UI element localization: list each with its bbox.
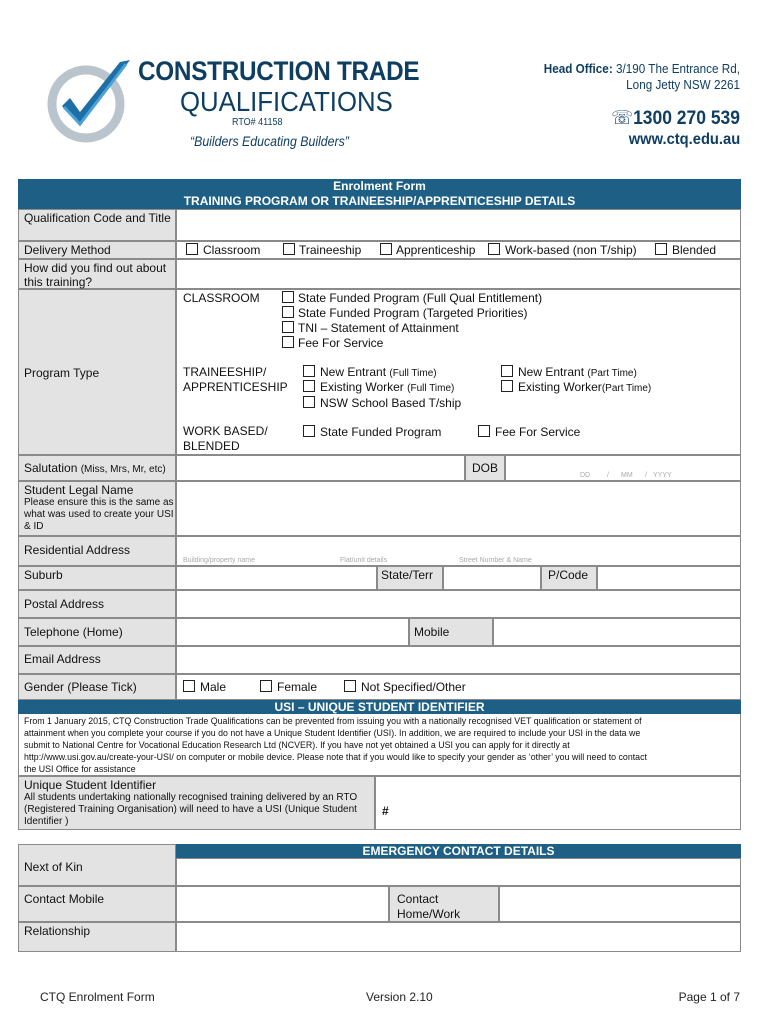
contact-mobile-input[interactable] [176,886,389,922]
delivery-traineeship-checkbox[interactable] [283,243,295,255]
salutation-label [24,461,166,477]
classroom-option-2: State Funded Program (Targeted Priorities) [298,306,528,320]
dob-label: DOB [472,461,499,475]
hint-flat: Flat/unit details [340,557,388,564]
classroom-group-label: CLASSROOM [183,291,260,305]
postcode-label: P/Code [548,568,589,582]
phone-icon: ☏ [611,108,634,129]
qualification-input[interactable] [176,209,741,241]
work-based-fee-label: Fee For Service [495,425,581,439]
classroom-state-funded-targeted-checkbox[interactable] [282,306,294,318]
salutation-input[interactable] [176,455,465,481]
classroom-tni-checkbox[interactable] [282,321,294,333]
suburb-input[interactable] [176,566,377,590]
delivery-traineeship-label: Traineeship [299,243,362,257]
classroom-option-1: State Funded Program (Full Qual Entitlement) [298,291,543,305]
tagline: “Builders Educating Builders” [190,133,349,149]
phone-text: 1300 270 539 [633,108,740,129]
find-out-label: How did you find out about this training? [24,261,167,289]
new-entrant-pt-checkbox[interactable] [501,365,513,377]
legal-name-note-3: & ID [24,521,44,532]
usi-section-header: USI – UNIQUE STUDENT IDENTIFIER [18,700,741,714]
delivery-blended-checkbox[interactable] [655,243,667,255]
gender-female-checkbox[interactable] [260,680,272,692]
usi-paragraph-line2: attainment when you complete your course if you do not have a Unique Student Identifier (USI). In addition, we are required to include your USI in the data we [24,728,641,738]
relationship-input[interactable] [176,922,741,952]
work-based-fee-checkbox[interactable] [478,425,490,437]
residential-label: Residential Address [24,543,131,557]
dob-yyyy-hint: YYYY [653,472,672,479]
brand-name-line2: QUALIFICATIONS [180,86,393,117]
suburb-label: Suburb [24,568,63,582]
mobile-label: Mobile [414,625,450,639]
find-out-input[interactable] [176,259,741,289]
program-type-label: Program Type [24,366,100,380]
legal-name-label: Student Legal Name [24,483,134,497]
existing-worker-ft-text: Existing Worker [320,380,404,394]
training-section-header: TRAINING PROGRAM OR TRAINEESHIP/APPRENTICESHIP DETAILS [18,194,741,209]
salutation-label-text: Salutation [24,461,78,475]
delivery-blended-label: Blended [672,243,717,257]
gender-male-checkbox[interactable] [183,680,195,692]
footer-page-number: Page 1 of 7 [678,990,740,1004]
legal-name-input[interactable] [176,481,741,536]
traineeship-group-label-2: APPRENTICESHIP [183,380,288,394]
gender-other-checkbox[interactable] [344,680,356,692]
state-label: State/Terr [381,568,434,582]
usi-note-2: (Registered Training Organisation) will need to have a USI (Unique Student [24,804,357,815]
dob-sep-1: / [607,472,609,479]
postcode-input[interactable] [597,566,741,590]
next-of-kin-label: Next of Kin [24,860,83,874]
website-link[interactable]: www.ctq.edu.au [628,131,740,148]
delivery-apprenticeship-label: Apprenticeship [396,243,476,257]
head-office-line1: 3/190 The Entrance Rd, [615,61,740,76]
dob-mm-hint: MM [621,472,633,479]
nsw-school-label: NSW School Based T/ship [320,396,462,410]
delivery-workbased-label: Work-based (non T/ship) [505,243,637,257]
delivery-label: Delivery Method [24,243,111,257]
part-time-text-2: (Part Time) [601,383,652,394]
phone-number [611,107,740,130]
legal-name-note-1: Please ensure this is the same as [24,497,174,508]
dob-sep-2: / [645,472,647,479]
full-time-text-2: (Full Time) [407,383,455,394]
new-entrant-ft-label [320,365,437,381]
mobile-input[interactable] [493,618,741,646]
work-based-group-label-1: WORK BASED/ [183,424,268,438]
form-title-band: Enrolment Form [18,179,741,194]
existing-worker-pt-text: Existing Worker [518,380,602,394]
delivery-classroom-checkbox[interactable] [186,243,198,255]
classroom-state-funded-full-checkbox[interactable] [282,291,294,303]
ctq-logo-checkmark-icon [40,52,140,152]
footer-version: Version 2.10 [366,990,433,1004]
contact-home-label-2: Home/Work [397,907,461,921]
email-input[interactable] [176,646,741,674]
contact-mobile-label: Contact Mobile [24,892,105,906]
classroom-option-4: Fee For Service [298,336,384,350]
usi-note-1: All students undertaking nationally recognised training delivered by an RTO [24,792,358,803]
usi-paragraph-line3: submit to National Centre for Vocational Education Research Ltd (NCVER). If you have not yet obtained a USI you can apply for it directly at [24,740,570,750]
usi-input[interactable] [375,776,741,830]
classroom-option-3: TNI – Statement of Attainment [298,321,459,335]
new-entrant-pt-text: New Entrant [518,365,585,379]
contact-home-input[interactable] [499,886,741,922]
usi-spacer [18,830,741,844]
postal-label: Postal Address [24,597,105,611]
work-based-state-funded-label: State Funded Program [320,425,442,439]
gender-female-label: Female [277,680,318,694]
delivery-workbased-checkbox[interactable] [488,243,500,255]
existing-worker-pt-checkbox[interactable] [501,380,513,392]
full-time-text: (Full Time) [389,368,437,379]
nsw-school-checkbox[interactable] [303,396,315,408]
qualification-label: Qualification Code and Title [24,211,171,225]
dob-dd-hint: DD [580,472,591,479]
email-label: Email Address [24,652,101,666]
footer-form-name: CTQ Enrolment Form [40,990,155,1004]
usi-label: Unique Student Identifier [24,778,157,792]
usi-paragraph-line4: http://www.usi.gov.au/create-your-USI/ on computer or mobile device. Please note that if you would like to specify your gender as ‘other’ you will need to contact [24,752,647,762]
hint-building: Building/property name [183,557,255,564]
telephone-label: Telephone (Home) [24,625,123,639]
gender-male-label: Male [200,680,227,694]
existing-worker-ft-checkbox[interactable] [303,380,315,392]
new-entrant-pt-label [518,365,637,381]
telephone-input[interactable] [176,618,409,646]
contact-home-label-1: Contact [397,892,439,906]
part-time-text: (Part Time) [587,368,637,379]
classroom-fee-checkbox[interactable] [282,336,294,348]
work-based-group-label-2: BLENDED [183,439,240,453]
usi-hash: # [382,804,389,818]
emergency-section-header: EMERGENCY CONTACT DETAILS [176,844,741,858]
usi-note-3: Identifier ) [24,816,69,827]
postal-input[interactable] [176,590,741,618]
delivery-classroom-label: Classroom [203,243,261,257]
legal-name-note-2: what was used to create your USI [24,509,174,520]
state-input[interactable] [443,566,541,590]
new-entrant-ft-checkbox[interactable] [303,365,315,377]
salutation-hint: (Miss, Mrs, Mr, etc) [80,464,166,475]
new-entrant-ft-text: New Entrant [320,365,387,379]
relationship-label: Relationship [24,924,91,938]
existing-worker-ft-label [320,380,454,396]
brand-name-line1: CONSTRUCTION TRADE [138,56,420,86]
gender-other-label: Not Specified/Other [361,680,466,694]
traineeship-group-label-1: TRAINEESHIP/ [183,365,267,379]
head-office-line2: Long Jetty NSW 2261 [626,77,740,92]
head-office-label: Head Office: [543,61,613,76]
next-of-kin-input[interactable] [176,858,741,886]
head-office-address [544,61,740,93]
existing-worker-pt-label [518,380,651,396]
usi-paragraph-line1: From 1 January 2015, CTQ Construction Trade Qualifications can be prevented from issuing you with a nationally recognised VET qualification or statement of [24,716,642,726]
work-based-state-funded-checkbox[interactable] [303,425,315,437]
hint-street: Street Number & Name [459,557,532,564]
rto-number: RTO# 41158 [232,117,283,128]
usi-paragraph-line5: the USI Office for assistance [24,764,136,774]
delivery-apprenticeship-checkbox[interactable] [380,243,392,255]
gender-label: Gender (Please Tick) [24,680,137,694]
